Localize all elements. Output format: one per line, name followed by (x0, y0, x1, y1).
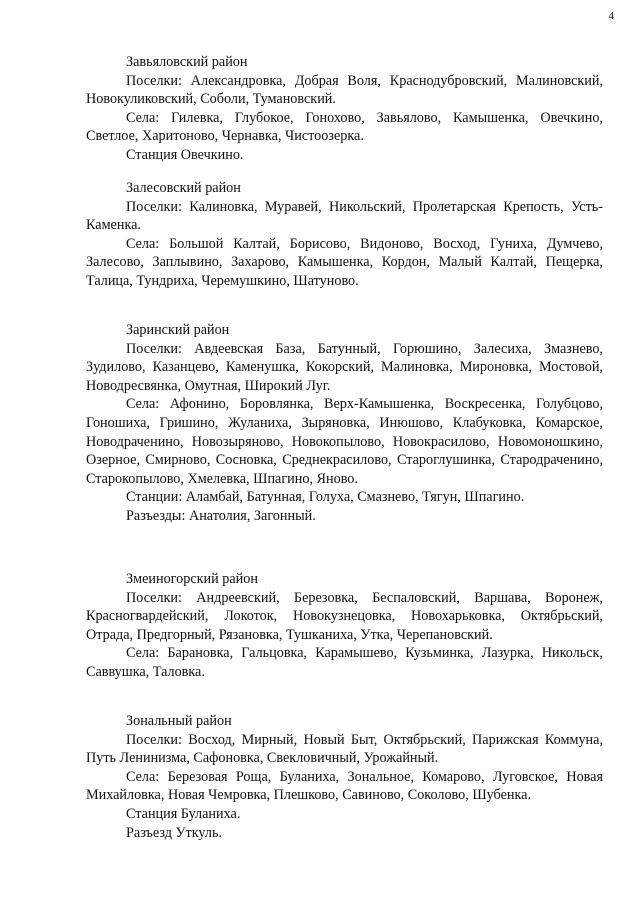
district-section-zonalny (86, 712, 603, 842)
district-title: Заринский район (126, 322, 230, 338)
page-number: 4 (608, 10, 614, 22)
district-section-zalesovsky (86, 179, 603, 291)
stations-paragraph: Станции: Аламбай, Батунная, Голуха, Смазнево, Тягун, Шпагино. (126, 489, 525, 506)
settlements-paragraph: Поселки: Андреевский, Березовка, Беспаловский, Варшава, Воронеж, Красногвардейский, Локоток, Новокузнецовка, Новохарьковка, Октябрьский, Отрада, Предгорный, Рязановка, Тушканиха, Утка, Черепановский. (86, 589, 603, 643)
villages-paragraph: Села: Большой Калтай, Борисово, Видоново, Восход, Гуниха, Думчево, Залесово, Заплывино, Захарово, Камышенка, Кордон, Малый Калтай, Пещерка, Талица, Тундриха, Черемушкино, Шатуново. (86, 235, 603, 289)
district-section-zmeinogorsky (86, 570, 603, 682)
settlements-paragraph: Поселки: Калиновка, Муравей, Никольский, Пролетарская Крепость, Усть-Каменка. (86, 198, 603, 234)
villages-paragraph: Села: Афонино, Боровлянка, Верх-Камышенка, Воскресенка, Голубцово, Гоношиха, Гришино, Жуланиха, Зыряновка, Инюшово, Клабуковка, Комарское, Новодраченино, Новозыряново, Новокопылово, Новокрасилово, Новомоношкино, Озерное, Смирново, Сосновка, Среднекрасилово, Староглушинка, Стародраченино, Старокопылово, Хмелевка, Шпагино, Яново. (86, 396, 603, 487)
station-paragraph: Станция Буланиха. (126, 805, 241, 822)
district-title: Завьяловский район (126, 54, 248, 70)
villages-paragraph: Села: Барановка, Гальцовка, Карамышево, Кузьминка, Лазурка, Никольск, Саввушка, Таловка. (86, 645, 603, 680)
siding-paragraph: Разъезд Уткуль. (126, 824, 222, 841)
district-section-zarinsky (86, 321, 603, 526)
villages-paragraph: Села: Гилевка, Глубокое, Гонохово, Завьялово, Камышенка, Овечкино, Светлое, Харитоново, Чернавка, Чистоозерка. (86, 109, 603, 145)
district-section-zavyalovsky (86, 53, 603, 165)
settlements-paragraph: Поселки: Авдеевская База, Батунный, Горюшино, Залесиха, Змазнево, Зудилово, Казанцево, Каменушка, Кокорский, Малиновка, Мироновка, Мостовой, Новодресвянка, Омутная, Широкий Луг. (86, 340, 603, 394)
settlements-paragraph: Поселки: Восход, Мирный, Новый Быт, Октябрьский, Парижская Коммуна, Путь Ленинизма, Сафоновка, Свекловичный, Урожайный. (86, 731, 603, 767)
settlements-paragraph: Поселки: Александровка, Добрая Воля, Краснодубровский, Малиновский, Новокуликовский, Соболи, Тумановский. (86, 72, 603, 108)
district-title: Зональный район (126, 713, 232, 729)
district-title: Залесовский район (126, 180, 241, 196)
sidings-paragraph: Разъезды: Анатолия, Загонный. (126, 507, 316, 524)
villages-paragraph: Села: Березовая Роща, Буланиха, Зональное, Комарово, Луговское, Новая Михайловка, Новая Чемровка, Плешково, Савиново, Соколово, Шубенка. (86, 768, 603, 804)
station-paragraph: Станция Овечкино. (126, 146, 244, 163)
district-title: Змеиногорский район (126, 571, 258, 587)
